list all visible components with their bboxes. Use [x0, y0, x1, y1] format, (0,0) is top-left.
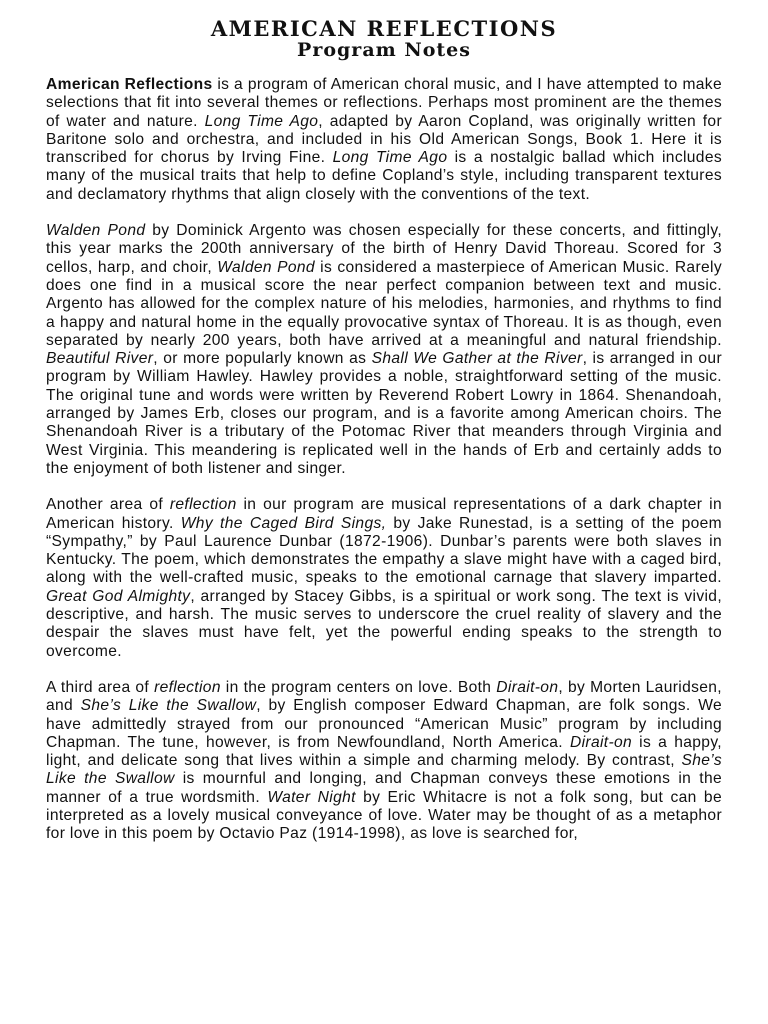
text-run: , by Morten Lauridsen, and — [46, 678, 722, 715]
text-run: Another area of — [46, 496, 170, 514]
italic-title: Why the Caged Bird Sings, — [180, 514, 387, 532]
italic-title: reflection — [154, 678, 221, 696]
text-run: , or more popularly known as — [153, 350, 372, 368]
text-run: is a happy, light, and delicate song that lives within a simple and charming melody. By contrast, — [46, 733, 722, 770]
italic-title: Long Time Ago — [332, 149, 448, 167]
text-run: by Dominick Argento was chosen especially for these concerts, and fittingly, this year marks the 200th anniversary of the birth of Henry David Thoreau. Scored for 3 cellos, harp, and choir, — [46, 222, 722, 276]
text-run: by Jake Runestad, is a setting of the poem “Sympathy,” by Paul Laurence Dunbar (1872-1906). Dunbar’s parents were both slaves in Kentucky. The poem, which demonstrates the empathy a slave might have with a caged bird, along with the well-crafted music, speaks to the emotional carnage that slavery imparted. — [46, 514, 722, 587]
text-run: is mournful and longing, and Chapman conveys these emotions in the manner of a true wordsmith. — [46, 770, 722, 806]
bold-text: American Reflections — [46, 76, 213, 93]
italic-title: Great God Almighty — [46, 587, 191, 605]
text-run: in the program centers on love. Both — [220, 678, 497, 696]
italic-title: Walden Pond — [217, 258, 315, 276]
text-run: , adapted by Aaron Copland, was originally written for Baritone solo and orchestra, and included in his Old American Songs, Book 1. Here it is transcribed for chorus by Irving Fine. — [46, 112, 723, 167]
notes-body — [46, 76, 722, 844]
text-run: , arranged by Stacey Gibbs, is a spiritual or work song. The text is vivid, descriptive, and harsh. The music serves to underscore the cruel reality of slavery and the despair the slaves must have felt, yet the powerful ending speaks to the strength to overcome. — [46, 587, 722, 660]
text-run: by Eric Whitacre is not a folk song, but can be interpreted as a lovely musical conveyance of love. Water may be thought of as a metaphor for love in this poem by Octavio Paz (1914-1998), as love is searched for, — [46, 788, 722, 843]
paragraph — [46, 496, 722, 661]
italic-title: Beautiful River — [46, 350, 154, 368]
text-run: is considered a masterpiece of American Music. Rarely does one find in a musical score the near perfect companion between text and music. Argento has allowed for the complex nature of his melodies, harmonies, and rhythms to find a happy and natural home in the equally provocative syntax of Thoreau. It is as though, even separated by nearly 200 years, both have arrived at a meaningful and natural friendship. — [46, 258, 722, 349]
italic-title: Dirait-on — [496, 678, 559, 696]
italic-title: Water Night — [267, 788, 356, 806]
paragraph — [46, 679, 722, 844]
program-notes-page — [46, 18, 722, 862]
text-run: , by English composer Edward Chapman, are folk songs. We have admittedly strayed from our pronounced “American Music” program by including Chapman. The tune, however, is from Newfoundland, North America. — [46, 697, 722, 751]
text-run: is a program of American choral music, and I have attempted to make selections that fit into several themes or reflections. Perhaps most prominent are the themes of water and nature. — [46, 76, 722, 130]
page-title: AMERICAN REFLECTIONS — [210, 16, 558, 41]
paragraph — [46, 76, 722, 204]
text-run: A third area of — [46, 678, 155, 696]
italic-title: Shall We Gather at the River — [371, 350, 583, 368]
italic-title: She’s Like the Swallow — [80, 697, 257, 715]
italic-title: She’s Like the Swallow — [46, 752, 722, 788]
italic-title: Dirait-on — [570, 733, 633, 751]
page-subtitle: Program Notes — [297, 39, 471, 61]
italic-title: Walden Pond — [46, 222, 146, 240]
text-run: is a nostalgic ballad which includes many of the musical traits that help to define Copland’s style, including transparent textures and declamatory rhythms that align closely with the conventions of the text. — [46, 149, 722, 203]
italic-title: reflection — [169, 496, 237, 514]
text-run: in our program are musical representations of a dark chapter in American history. — [46, 496, 723, 532]
text-run: , is arranged in our program by William Hawley. Hawley provides a noble, straightforward setting of the music. The original tune and words were written by Reverend Robert Lowry in 1864. Shenandoah, arranged by James Erb, closes our program, and is a favorite among American choirs. The Shenandoah River is a tributary of the Potomac River that meanders through Virginia and West Virginia. This meandering is replicated well in the hands of Erb and certainly adds to the enjoyment of both listener and singer. — [46, 350, 722, 477]
italic-title: Long Time Ago — [204, 112, 319, 130]
paragraph — [46, 222, 722, 478]
